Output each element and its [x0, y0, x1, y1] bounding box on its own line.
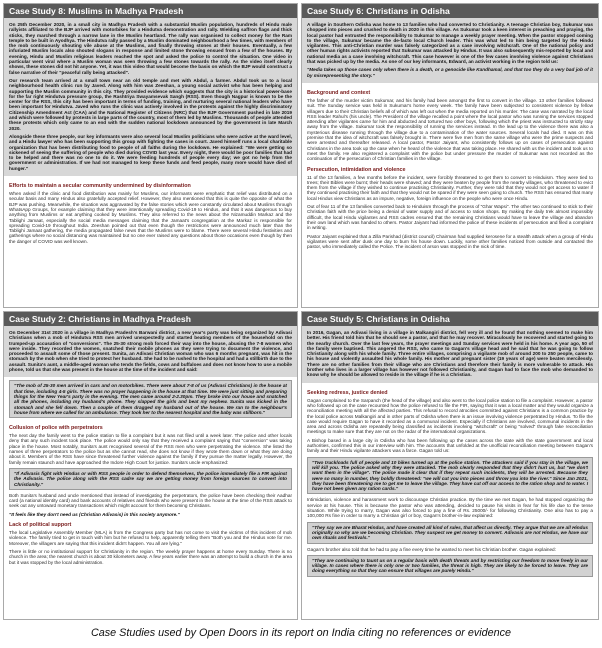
quote-box — [307, 555, 593, 577]
case-study-body — [302, 383, 598, 583]
quote-box — [307, 457, 593, 495]
intro-paragraph: On 25th December 2020, in a small city in Madhya Pradesh with a substantial Muslim population, hundreds of Hindu male rallyists affiliated to the BJP arrived with motorbikes for a Hindutva demonstration and rally. Wielding saffron flags and thick sticks, they marched through a narrow lane in the Muslim heartland. The rally was organised to collect money for the Ram temple to be built in Ayodhya. The Hindutva rally passed by a Muslim dominated neighbourhood a few times, with members of the mob continuously shouting vile abuse at the Muslims, and finally throwing stones at their houses. Eventually, a few infuriated Muslim locals also shouted slogans in response and limited stone throwing ensued from a few of the houses. By evening, Hindu and Muslim religious leaders reached the spot and asked the police to control the situation. One video in particular went viral where a Muslim woman was seen throwing a few stones towards the rally. As the video itself clearly shows, these stones did not hit anyone. Yet, it was this video that would become the basis on which the BJP would construct a false narrative of their "peaceful rally being attacked". — [9, 22, 292, 75]
section-heading: Efforts to maintain a secular community undermined by disinformation — [9, 183, 191, 190]
quote-text: "It feels like they don't need us (Christian Adivasis) in this society anymore." — [9, 511, 180, 517]
intro-paragraph: In 2016, Gagan, an Adivasi living in a village in Malkangiri district, fell very ill and he found that nothing seemed to make him better. His friend told him that he should see a pastor, and that he may recover. Miraculously he recovered and started going to the nearby church. Over the last few years, the prayer meetings and Sunday services were held in his home. A year ago, 50 of the family were baptised. This angered the RSS, who came to Gagan's village head and he said that he was going to follow Christianity along with his whole family. Three entire villages, comprising a vigilante mob of around 200 to 250 people, came to his house and violently assaulted his whole family. His mother and pregnant sister (19 years of age) were beaten mercilessly. There are no other families from their village who are Christians and therefore their family is more vulnerable to attack. His brother who lives in a larger village has however not followed Christianity, and Gagan had to face the mob who demanded to know why he should be allowed to reside in the village if he is a Christian. — [307, 330, 593, 378]
body-paragraph: Gagan's brother also told that he had to pay a fine every time he wanted to meet his Christian brother. Gagan explained: — [307, 546, 556, 552]
intro-paragraph: A village in Southern Odisha was home to 13 families who had converted to Christianity. A teenage Christian boy, Sukumar was chopped into pieces and crushed to death in 2020 in this village. As Sukumar took a keen interest in preaching and praying, the local pastor had entrusted the responsibility to Sukumar to manage a weekly prayer meeting. When the pastor stopped coming to the village, Sukumar became the de-facto local Church leader. This was what led to him being targeted by the Hindu vigilantes. This anti-Christian murder was falsely categorized as a case involving witchcraft. One of the national policy and other human rights activists reported that Sukumar was attacked by Hindus. It was also subsequently mis-reported by local and national media as a case involving witchcraft. This case however is one of the few cases involving violence against Christians that was picked up by the media. As one of our key informants, Edward, an activist working in the region told us: — [307, 22, 593, 65]
body-paragraph: A Bishop based in a large city in Odisha who has been following up the cases across the state with the state government and local authorities, confirmed this in our interview with him. The accounts that unfolded at the unofficial reconciliation meeting between Gagan's family and their Hindu vigilante attackers was a farce. Gagan told us: — [307, 437, 593, 454]
case-study-summary-box — [4, 326, 297, 377]
section-heading: Persecution, intimidation and violence — [307, 166, 406, 173]
section-heading: Lack of political support — [9, 522, 72, 529]
intro-paragraph: Our research team arrived at a small town near an old temple and met with Abdul, a farmer. Abdul took us to a local neighbourhood health clinic run by Javed. Along with him was Zeeshan, a young social activist who has been helping and supporting the Muslim community in this city. They provided evidence which suggests that the city is a historical power-base for the far right Hindutva pressure group, the Rashtriya Swayamsevak Sangh (RSS). Even though Nagpur is known to be the center for the RSS, this city has been important in terms of funding, training, and nurturing several national leaders who have been important for Hindutva. Javed who runs the clinic was actively involved in the protests against the highly discriminatory Citizenship Amendment Act (CAA) and the National Register of Citizens (NRC) that the BJP Government pushed in late 2019 and which were followed by protests in large parts of the country, most of them led by Muslims. Thousands of people attended these protests which only came to an end with the sudden national lockdown announced by the government in late March 2020. — [9, 77, 292, 131]
case-study-6-panel — [301, 3, 599, 308]
figure-caption: Case Studies used by Open Doors in its report on India citing no references or evidence — [90, 627, 512, 639]
body-paragraph: Both Sunita's husband and uncle mentioned that instead of investigating the perpetrators, the police have been checking their Aadhar card (a national identity card) and bank accounts of relatives and friends who were present in the house at the time of the RSS attack to seek out any untoward monetary transactions which might account for them becoming Christians. — [9, 492, 292, 509]
case-study-2-panel — [3, 311, 298, 620]
body-paragraph: The next day the family went to the police station to file a complaint but it was not filed until a week later. The police and other locals deny that any such incident took place. The police would only say that they received a complaint saying that "conversion" was taking place in the house. Most notably, Sunita's aunt recognised several of the RSS men who were perpetrating the violence. She listed the names of three perpetrators to the police but as she cannot read, she does not know if they wrote them down or what they are doing about it. Members of the RSS have since threatened further violence against the family if they pursue the matter legally. However, the family remain staunch and have approached the Indore High Court for justice. Sunita's uncle emphasized: — [9, 433, 292, 465]
quote-box — [9, 380, 292, 418]
case-study-body — [4, 418, 297, 571]
body-paragraph: 11 of the 13 families, a few months before the incident, were forcibly threatened to get them to convert to Hinduism. They were tied to trees; their Bibles were burnt; their heads were shaved; and they were beaten by people from the nearby villages, who threatened to evict them from the village if they wished to continue practising Christianity. Further, they were told that they would not get access to water if they continued practising their faith and that they would not be spared if they were seen going to church. The RSS has ensured that many local Hindus view Christians as an impure, negative, foreign influence on the people who were once Hindu. — [307, 174, 593, 201]
section-heading: Seeking redress, justice denied — [307, 389, 388, 396]
body-paragraph: Gagan complained to the Sarpanch (the head of the village) and also went to the local police station to file a complaint. However, a pastor who followed up on the case recounted how the police refused to file the FIR, saying that it was a local matter and they would organize a reconciliation meeting with all the affected parties. This refusal to record atrocities committed against Christians is a common practice by the local police across Malkangiri and in other parts of Odisha when there is an issue involving violence perpetrated by Hindus. To file the case would require Gagan to have it recorded as a communal incident. Especially if Christians are involved, communal incidents in the area and across Odisha are repeatedly being classified as incidents involving "witchcraft" or being "solved" through fake reconciliation meetings to make sure that they are not on the radar of the international organizations. — [307, 397, 593, 435]
body-paragraph: Out of fear 11 of the 13 families converted back to Hinduism through the process of "Ghar Wapsi". The other two continued to stick to their Christian faith with the price being a denial of water supply and of access to ration shops. By making the daily trek almost impossibly difficult, the local Hindu vigilantes and RSS cadres ensured that the remaining Christians would have to leave the village and abandon their own land which was handed to others. Pastor Jaiyant had informed the police of these incidents of persecution and filed a complaint in writing. — [307, 204, 593, 231]
case-study-summary-box — [302, 18, 598, 83]
quote-box — [307, 522, 593, 544]
case-study-title: Case Study 5: Christians in Odisha — [302, 312, 598, 326]
intro-paragraph: Alongside these three people, our key informants were also several local Muslim politicians who were active at the ward level, and a Hindu lawyer who has been supporting this group with fighting the cases in court. Javed himself runs a local charitable organization that has been distributing food to people of all faiths during the lockdown. He explained: "We were getting so sickened of seeing the suffering of people who died during COVID last year. Every night, there would be poor families that had to be helped and there was no one to do it. We were feeding hundreds of people every day; we got no help from the government or administration. If we had not managed to keep these funds and feed people, many more would have died of hunger." — [9, 133, 292, 171]
quote-text: "Two truckloads full of people and 10 bikes turned up at the police station. The attackers said if you stay in the village, we will kill you. The police asked why they were attacked. The mob clearly responded that they didn't hurt us, but "we don't want them in the village". The police made it clear that if they repeat such incidents, they will be arrested. Because they were so many in number, they boldly threatened: "we will cut you into pieces and throw you into the river." Since Jan 2021, they have been threatening me to get me to leave the village. They have cut off our access to the ration shop and to water. I have not been given any ration cards." — [312, 459, 588, 492]
case-study-title: Case Study 2: Christians in Madhya Pradesh — [4, 312, 297, 326]
case-study-summary-box — [302, 326, 598, 383]
quote-text: "They are continuing to taunt us on a regular basis with death threats and by restricting our freedom to move freely in our village. In cases where there is only one or two families, the threat is high. They are likely to be forced to leave. They are doing everything so that they can ensure that villages are purely Hindu." — [312, 557, 588, 574]
body-paragraph: The local Legislative Assembly Member (MLA) is from the Congress party but has not come to visit the victims of this incident of mob violence. The family tried to get in touch with him but he refused to help, apparently telling them "Both you and the Hindus vote for me. Moreover, the villagers are saying that this incident didn't happen. You all are lying." — [9, 530, 292, 546]
case-study-title: Case Study 6: Christians in Odisha — [302, 4, 598, 18]
case-study-summary-box — [4, 18, 297, 176]
intro-quote: "Media takes up those cases only when there is a death, or a genocide like Kandhamal, and that too they do a very bad job of it by misrepresenting the story." — [307, 67, 593, 78]
quote-box — [9, 468, 292, 490]
case-study-8-panel — [3, 3, 298, 308]
section-heading: Collusion of police with perpetrators — [9, 425, 103, 432]
section-heading: Background and context — [307, 89, 371, 96]
body-paragraph: Intimidation, violence and harassment work to discourage Christian practice. By the time we met Gagan, he had stopped organizing the service at his house. This is because the pastor who was attending, decided to pause his visits in fear for his life due to the tense situation. While trying to marry, Gagan was also forced to pay a fine of Rs. 25000/- for following Christianity. One also has to pay a 100,000 Rs fine in order to marry a Christian girl or boy, Gagan's brother-in-law explained: — [307, 497, 593, 519]
quote-text: "If Adivasis fight with Hindus or with RSS people in order to defend themselves, the police immediately file a FIR against the Adivasis. The police along with the RSS cadre say we are getting money from foreign sources to convert into Christianity." — [14, 470, 287, 487]
case-study-5-panel — [301, 311, 599, 620]
quote-text: "The mob of 25-30 men arrived in cars and on motorbikes. There were about 7-8 of us (Adivasi Christians) in the house at that time, including 4-5 girls. There was no prayer happening in the house at that time. We were just sitting and preparing things for the New Year's party in the evening. The men came around 2-2.30pm. They broke into our house and snatched all the phones, including my husband's phone. They slapped the girls and beat my nephew. Sunita was kicked in the stomach and she fell down. Then a couple of them dragged my husband out of the house. We ran to the neighbour's house from where we called for an ambulance. They took her to the nearest hospital and the baby was stillborn." — [14, 383, 287, 415]
intro-paragraph: On December 31st 2020 in a village in Madhya Pradesh's Barwani district, a new year's party was being organized by Adivasi Christians when a mob of Hindutva RSS men arrived unexpectedly and started beating members of the household on the trumped-up accusation of "conversions". The 25-30 strong mob forced their way into the house, abusing the 7-8 women who were inside. They recorded the women, snatched their mobile phones as they were trying to document the violence, and proceeded to assault some of those present. Sunita, an Adivasi Christian woman who was 6 months pregnant, was hit in the stomach by the mob when she tried to protect her husband. She had to be rushed to the hospital and had a stillbirth due to the assault. Sunita's aunt, a middle-aged woman who tends the fields, cows and buffaloes and does not know how to use a mobile phone, told us that she was present in the house at the time of the incident and said: — [9, 330, 292, 373]
body-paragraph: There is little or no institutional support for Christianity in the region. The weekly prayer happens at home every Sunday. There is no church in the area; the nearest church is about 30 kilometers away. A few years earlier there was an attempt to build a church in the area but it was stopped by the local administration. — [9, 548, 292, 565]
case-study-body — [4, 176, 297, 250]
body-paragraph: Pastor Jaiyant explained that a Zilla Parishad (district council) Chairman had supplied kerosene for a stealth attack when a group of Hindu vigilantes were sent after dusk one day to burn his house down. Luckily, some other families noticed from outside and contacted the pastor, who immediately called the Police. The incident of arson was stopped in the nick of time. — [307, 233, 593, 250]
quote-text: "They say we are Bharat Hindus, and have created all kind of rules, that affect us directly. They argue that we are all Hindus originally so why are we becoming Christian. They suspect we get money to convert. Adivasis are not Hindus, we have our own rituals and festivals." — [312, 524, 588, 541]
case-study-body — [302, 83, 598, 255]
body-paragraph: When asked if the clinic and food distribution was mainly for Muslims, our informants were emphatic that relief was distributed on a secular basis and many Hindus also gratefully accepted relief. However, they also mentioned that this is quite the opposite of what the BJP was pushing. Meanwhile, the situation was aggravated by the false stories which were constantly circulated about Muslims through WhatsApp Groups, for example claiming that they were intentionally spreading Covid-19 to Hindus, and that it was dangerous to buy anything from Muslims or eat anything cooked by Muslims. They also referred to the news about the Nizamuddin Markaz and the Tablighi Jamaat, especially the social media messages claiming that the Jamaat's congregation at the Markaz is responsible for spreading Covid-19 throughout India. Zeeshan pointed out that even though the restrictions were announced much later than the Tablighi Jamaat gathering, the media propagated false news that the Muslims were to blame. There were several Hindu festivities and gatherings where no social distancing was maintained but no one ever raised any questions about those occasions even though by then the danger of COVID was well known. — [9, 191, 292, 244]
case-study-title: Case Study 8: Muslims in Madhya Pradesh — [4, 4, 297, 18]
body-paragraph: The father of the murder victim Sukumar, and his family had been amongst the first to convert in the village. 13 other families followed suit. The Sunday service was held in Sukumar's home every week. The family have been subjected to consistent violence by fellow villagers due to their Christian beliefs all of which was left out when the media reported on his murder. The case was narrated by the local RSS leader Rahul's (his uncle). The President of the village recalled a point where the local pastor who was running the services stopped attending after vigilantes came for him and abducted and tortured two other boys, following which the priest was instructed to strictly stay away from the village. Sukumar took the responsibility of running the services instead. In the lead up to the violence there was also a mysterious disease running through the village due to a contamination of the water sources. Several locals had died. It was on this premise that the idea of witchcraft was falsely brought in. There were five men from the same village who were the prime suspects and were arrested and thereafter released. A local pastor, Pastor Jaiyant, who consistently follows up on cases of persecution against Christians in the area took up the case when he heard of the violence that was taking place. He shared with us the incident and took us to meet the family. He also registered a complaint with the police but under pressure the murder of Sukumar was not recorded as the continuation of the persecution of Christian families in the village. — [307, 97, 593, 162]
